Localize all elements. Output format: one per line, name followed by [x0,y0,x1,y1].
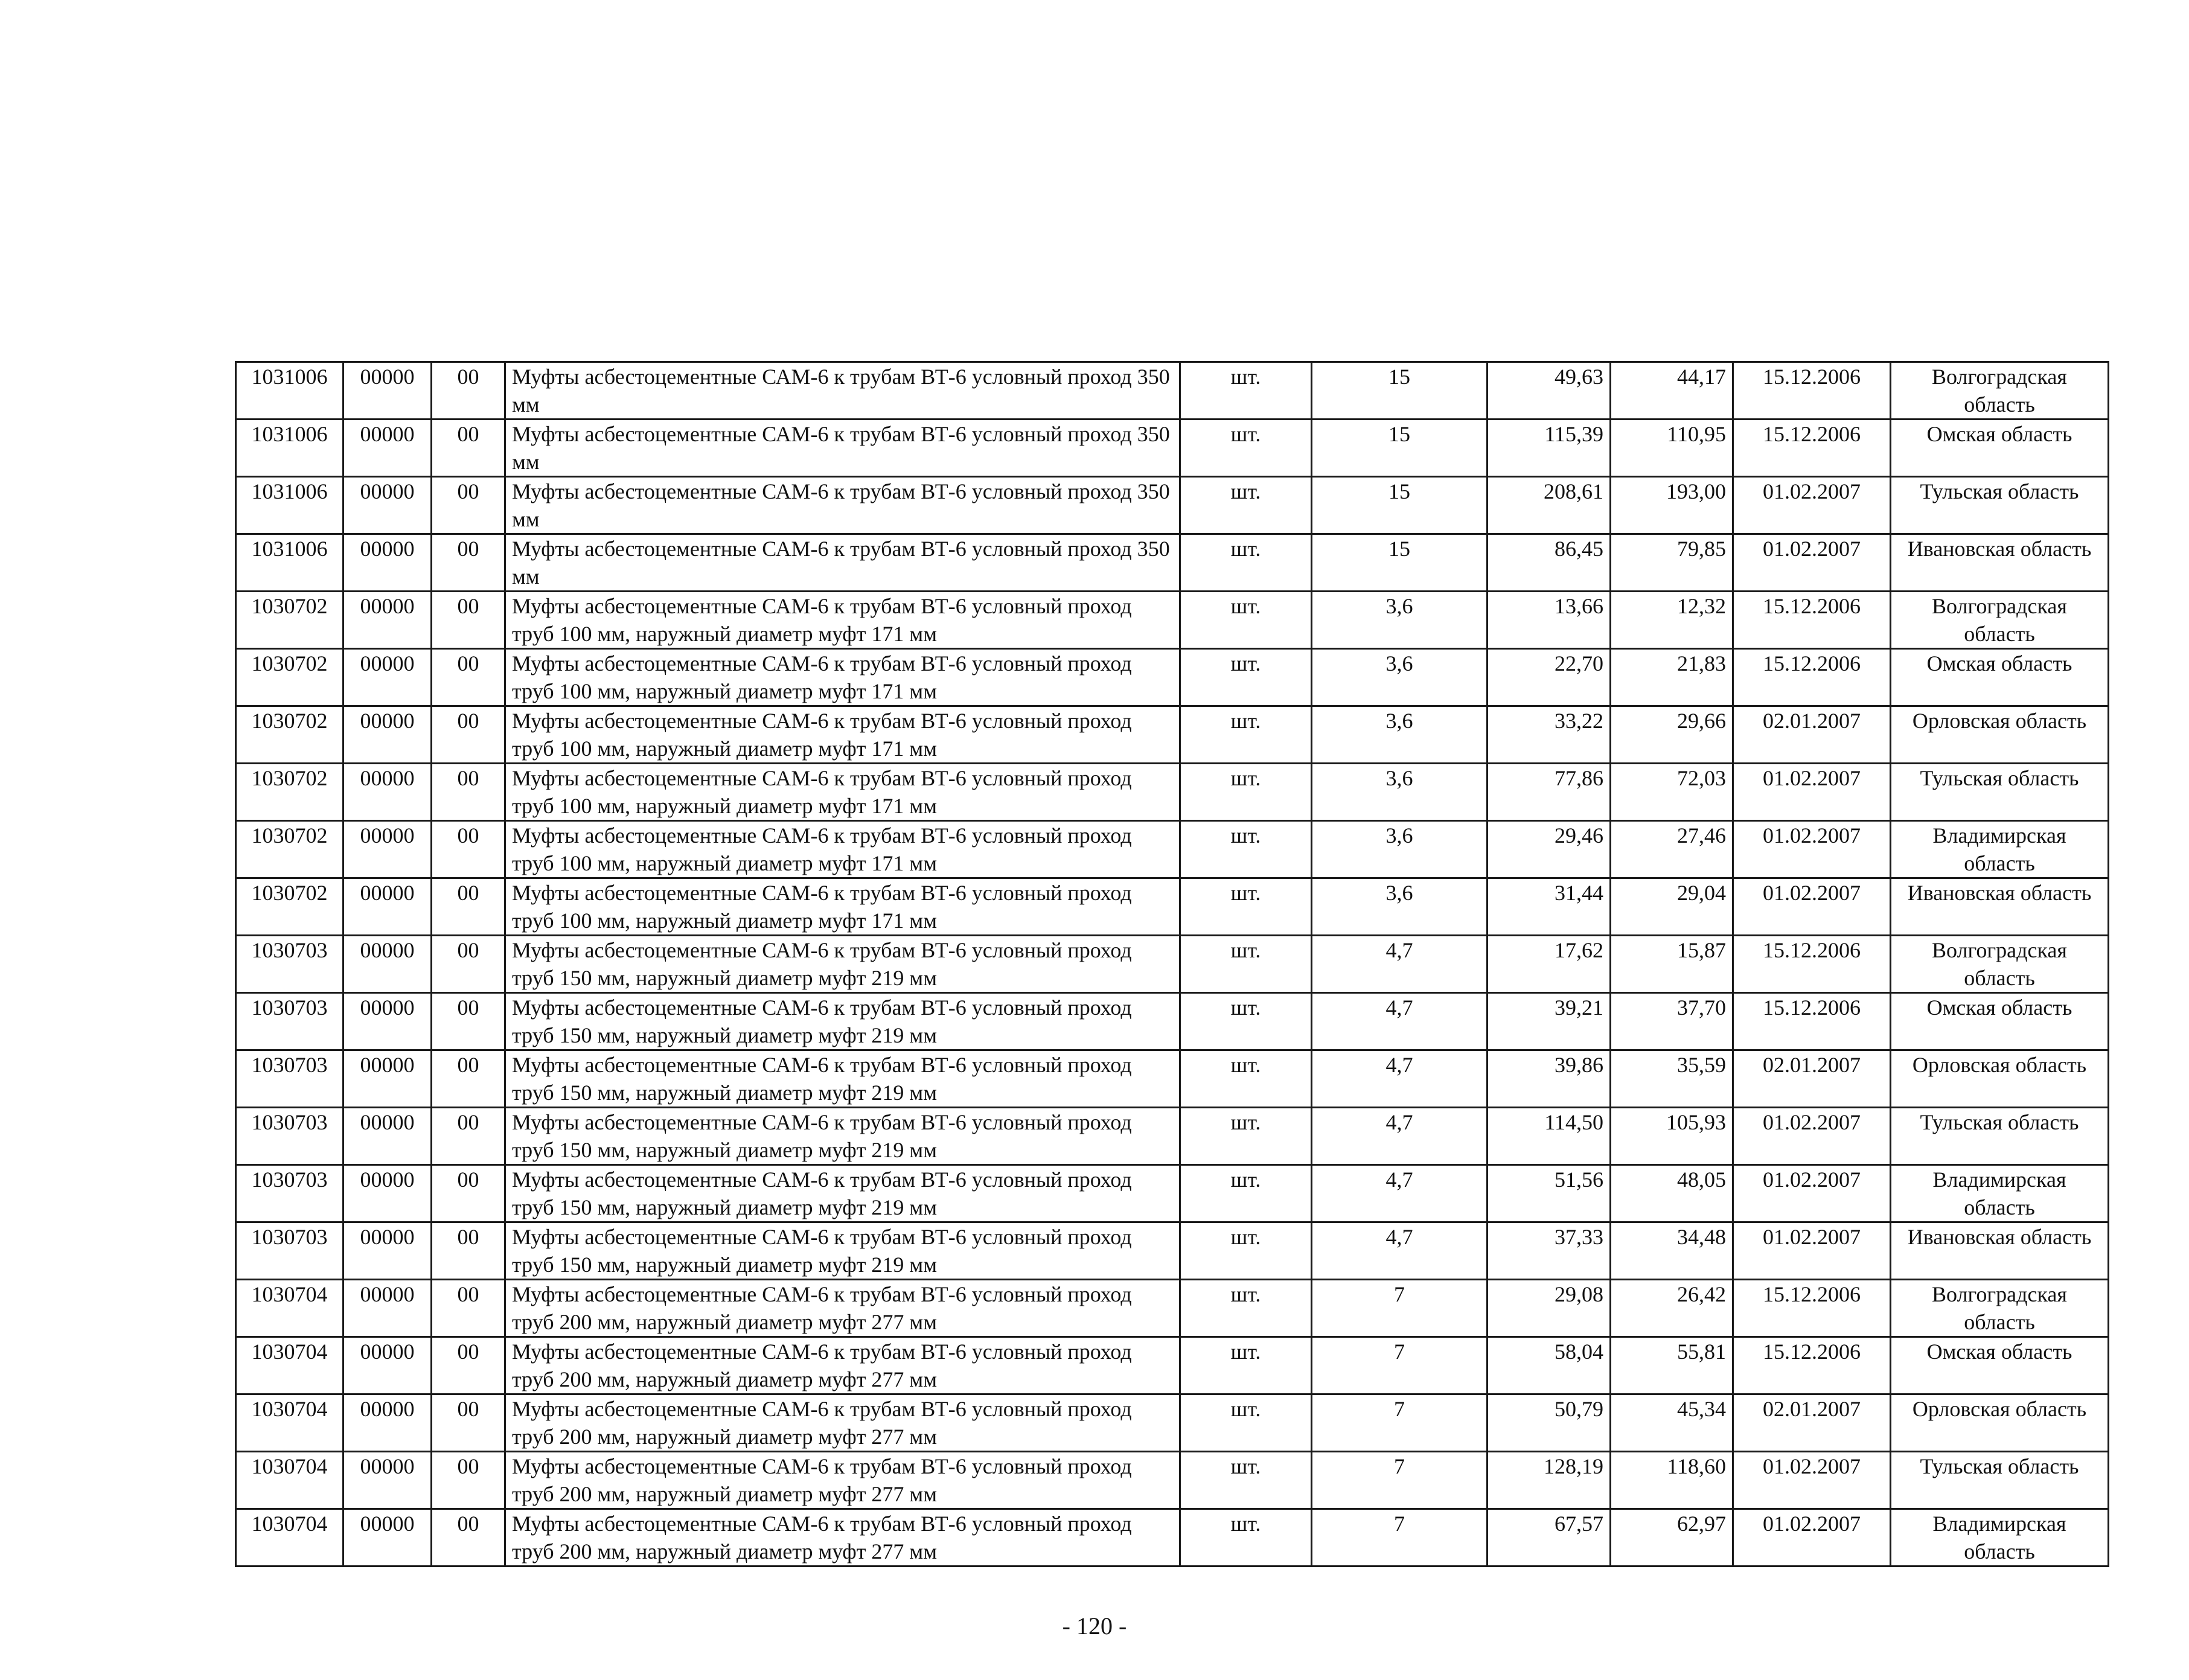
price-without-vat-cell: 79,85 [1611,534,1733,592]
variant-code-cell: 00 [432,1108,505,1165]
quantity-coefficient-cell: 7 [1312,1509,1488,1567]
unit-of-measure-cell: шт. [1180,1108,1312,1165]
material-code-cell: 1031006 [236,420,344,477]
price-without-vat-cell: 15,87 [1611,936,1733,993]
variant-code-cell: 00 [432,1452,505,1509]
material-description-cell: Муфты асбестоцементные САМ-6 к трубам ВТ-6 условный проход труб 100 мм, наружный диаметр муфт 171 мм [505,706,1180,764]
table-row [236,1337,2109,1394]
quantity-coefficient-cell: 3,6 [1312,649,1488,706]
material-description-cell: Муфты асбестоцементные САМ-6 к трубам ВТ-6 условный проход труб 200 мм, наружный диаметр муфт 277 мм [505,1509,1180,1567]
material-description-cell: Муфты асбестоцементные САМ-6 к трубам ВТ-6 условный проход труб 200 мм, наружный диаметр муфт 277 мм [505,1394,1180,1452]
sub-code-cell: 00000 [344,477,432,534]
material-description-cell: Муфты асбестоцементные САМ-6 к трубам ВТ-6 условный проход труб 200 мм, наружный диаметр муфт 277 мм [505,1337,1180,1394]
price-without-vat-cell: 193,00 [1611,477,1733,534]
variant-code-cell: 00 [432,592,505,649]
material-description-cell: Муфты асбестоцементные САМ-6 к трубам ВТ-6 условный проход труб 150 мм, наружный диаметр муфт 219 мм [505,1222,1180,1280]
table-row [236,477,2109,534]
material-code-cell: 1031006 [236,477,344,534]
material-code-cell: 1030703 [236,1108,344,1165]
region-name-cell: Ивановская область [1891,1222,2109,1280]
variant-code-cell: 00 [432,706,505,764]
variant-code-cell: 00 [432,1394,505,1452]
material-code-cell: 1030704 [236,1394,344,1452]
quantity-coefficient-cell: 7 [1312,1452,1488,1509]
material-code-cell: 1030703 [236,1050,344,1108]
quantity-coefficient-cell: 4,7 [1312,1165,1488,1222]
table-row [236,1222,2109,1280]
price-date-cell: 02.01.2007 [1733,1050,1891,1108]
unit-of-measure-cell: шт. [1180,534,1312,592]
price-without-vat-cell: 29,04 [1611,878,1733,936]
variant-code-cell: 00 [432,1165,505,1222]
sub-code-cell: 00000 [344,649,432,706]
unit-of-measure-cell: шт. [1180,477,1312,534]
price-date-cell: 01.02.2007 [1733,1165,1891,1222]
sub-code-cell: 00000 [344,821,432,878]
quantity-coefficient-cell: 15 [1312,420,1488,477]
quantity-coefficient-cell: 3,6 [1312,764,1488,821]
unit-of-measure-cell: шт. [1180,764,1312,821]
price-without-vat-cell: 29,66 [1611,706,1733,764]
price-date-cell: 15.12.2006 [1733,1337,1891,1394]
region-name-cell: Орловская область [1891,1394,2109,1452]
price-with-vat-cell: 208,61 [1488,477,1611,534]
unit-of-measure-cell: шт. [1180,1452,1312,1509]
variant-code-cell: 00 [432,993,505,1050]
region-name-cell: Орловская область [1891,706,2109,764]
price-date-cell: 02.01.2007 [1733,706,1891,764]
material-code-cell: 1030703 [236,936,344,993]
sub-code-cell: 00000 [344,1509,432,1567]
sub-code-cell: 00000 [344,1452,432,1509]
sub-code-cell: 00000 [344,362,432,420]
material-description-cell: Муфты асбестоцементные САМ-6 к трубам ВТ-6 условный проход 350 мм [505,420,1180,477]
sub-code-cell: 00000 [344,706,432,764]
variant-code-cell: 00 [432,1509,505,1567]
quantity-coefficient-cell: 7 [1312,1280,1488,1337]
unit-of-measure-cell: шт. [1180,936,1312,993]
material-code-cell: 1030703 [236,1165,344,1222]
price-date-cell: 01.02.2007 [1733,764,1891,821]
material-code-cell: 1030703 [236,1222,344,1280]
material-code-cell: 1031006 [236,362,344,420]
region-name-cell: Тульская область [1891,1108,2109,1165]
quantity-coefficient-cell: 3,6 [1312,821,1488,878]
price-date-cell: 01.02.2007 [1733,1108,1891,1165]
variant-code-cell: 00 [432,1337,505,1394]
price-date-cell: 15.12.2006 [1733,1280,1891,1337]
quantity-coefficient-cell: 3,6 [1312,592,1488,649]
unit-of-measure-cell: шт. [1180,592,1312,649]
material-description-cell: Муфты асбестоцементные САМ-6 к трубам ВТ-6 условный проход труб 150 мм, наружный диаметр муфт 219 мм [505,1165,1180,1222]
unit-of-measure-cell: шт. [1180,878,1312,936]
material-code-cell: 1030702 [236,649,344,706]
unit-of-measure-cell: шт. [1180,821,1312,878]
material-code-cell: 1031006 [236,534,344,592]
price-with-vat-cell: 50,79 [1488,1394,1611,1452]
price-with-vat-cell: 128,19 [1488,1452,1611,1509]
price-without-vat-cell: 62,97 [1611,1509,1733,1567]
quantity-coefficient-cell: 15 [1312,534,1488,592]
sub-code-cell: 00000 [344,1108,432,1165]
region-name-cell: Владимирская область [1891,1165,2109,1222]
table-row [236,1165,2109,1222]
sub-code-cell: 00000 [344,936,432,993]
sub-code-cell: 00000 [344,1280,432,1337]
table-row [236,1394,2109,1452]
unit-of-measure-cell: шт. [1180,706,1312,764]
region-name-cell: Тульская область [1891,764,2109,821]
variant-code-cell: 00 [432,420,505,477]
material-description-cell: Муфты асбестоцементные САМ-6 к трубам ВТ-6 условный проход труб 150 мм, наружный диаметр муфт 219 мм [505,1050,1180,1108]
material-description-cell: Муфты асбестоцементные САМ-6 к трубам ВТ-6 условный проход 350 мм [505,362,1180,420]
material-code-cell: 1030702 [236,878,344,936]
material-description-cell: Муфты асбестоцементные САМ-6 к трубам ВТ-6 условный проход труб 100 мм, наружный диаметр муфт 171 мм [505,878,1180,936]
material-code-cell: 1030702 [236,764,344,821]
quantity-coefficient-cell: 3,6 [1312,878,1488,936]
material-description-cell: Муфты асбестоцементные САМ-6 к трубам ВТ-6 условный проход труб 100 мм, наружный диаметр муфт 171 мм [505,592,1180,649]
price-without-vat-cell: 34,48 [1611,1222,1733,1280]
table-row [236,764,2109,821]
region-name-cell: Омская область [1891,993,2109,1050]
material-code-cell: 1030702 [236,706,344,764]
variant-code-cell: 00 [432,534,505,592]
material-description-cell: Муфты асбестоцементные САМ-6 к трубам ВТ-6 условный проход труб 100 мм, наружный диаметр муфт 171 мм [505,821,1180,878]
quantity-coefficient-cell: 15 [1312,362,1488,420]
material-code-cell: 1030704 [236,1509,344,1567]
region-name-cell: Тульская область [1891,1452,2109,1509]
quantity-coefficient-cell: 15 [1312,477,1488,534]
price-with-vat-cell: 17,62 [1488,936,1611,993]
unit-of-measure-cell: шт. [1180,1280,1312,1337]
variant-code-cell: 00 [432,878,505,936]
material-description-cell: Муфты асбестоцементные САМ-6 к трубам ВТ-6 условный проход труб 150 мм, наружный диаметр муфт 219 мм [505,993,1180,1050]
price-with-vat-cell: 13,66 [1488,592,1611,649]
price-date-cell: 01.02.2007 [1733,1452,1891,1509]
unit-of-measure-cell: шт. [1180,1165,1312,1222]
price-with-vat-cell: 31,44 [1488,878,1611,936]
sub-code-cell: 00000 [344,1050,432,1108]
table-row [236,420,2109,477]
price-with-vat-cell: 29,46 [1488,821,1611,878]
price-without-vat-cell: 44,17 [1611,362,1733,420]
material-description-cell: Муфты асбестоцементные САМ-6 к трубам ВТ-6 условный проход труб 150 мм, наружный диаметр муфт 219 мм [505,936,1180,993]
table-body [236,362,2109,1567]
table-row [236,1280,2109,1337]
unit-of-measure-cell: шт. [1180,362,1312,420]
price-with-vat-cell: 39,21 [1488,993,1611,1050]
table-row [236,1050,2109,1108]
table-row [236,1509,2109,1567]
price-without-vat-cell: 48,05 [1611,1165,1733,1222]
material-code-cell: 1030704 [236,1337,344,1394]
table-row [236,936,2109,993]
region-name-cell: Омская область [1891,420,2109,477]
price-date-cell: 15.12.2006 [1733,649,1891,706]
sub-code-cell: 00000 [344,764,432,821]
price-with-vat-cell: 58,04 [1488,1337,1611,1394]
price-date-cell: 01.02.2007 [1733,534,1891,592]
price-date-cell: 01.02.2007 [1733,477,1891,534]
quantity-coefficient-cell: 4,7 [1312,1108,1488,1165]
price-with-vat-cell: 77,86 [1488,764,1611,821]
material-description-cell: Муфты асбестоцементные САМ-6 к трубам ВТ-6 условный проход 350 мм [505,534,1180,592]
unit-of-measure-cell: шт. [1180,1509,1312,1567]
material-code-cell: 1030703 [236,993,344,1050]
material-description-cell: Муфты асбестоцементные САМ-6 к трубам ВТ-6 условный проход труб 100 мм, наружный диаметр муфт 171 мм [505,764,1180,821]
region-name-cell: Волгоградская область [1891,936,2109,993]
quantity-coefficient-cell: 7 [1312,1337,1488,1394]
region-name-cell: Владимирская область [1891,1509,2109,1567]
region-name-cell: Омская область [1891,1337,2109,1394]
variant-code-cell: 00 [432,821,505,878]
quantity-coefficient-cell: 7 [1312,1394,1488,1452]
price-without-vat-cell: 55,81 [1611,1337,1733,1394]
price-table [235,361,2109,1567]
price-date-cell: 15.12.2006 [1733,362,1891,420]
price-date-cell: 15.12.2006 [1733,993,1891,1050]
unit-of-measure-cell: шт. [1180,1394,1312,1452]
price-with-vat-cell: 49,63 [1488,362,1611,420]
table-row [236,534,2109,592]
price-without-vat-cell: 35,59 [1611,1050,1733,1108]
material-description-cell: Муфты асбестоцементные САМ-6 к трубам ВТ-6 условный проход труб 150 мм, наружный диаметр муфт 219 мм [505,1108,1180,1165]
variant-code-cell: 00 [432,1050,505,1108]
material-description-cell: Муфты асбестоцементные САМ-6 к трубам ВТ-6 условный проход труб 100 мм, наружный диаметр муфт 171 мм [505,649,1180,706]
table-row [236,362,2109,420]
region-name-cell: Волгоградская область [1891,592,2109,649]
price-with-vat-cell: 29,08 [1488,1280,1611,1337]
price-with-vat-cell: 39,86 [1488,1050,1611,1108]
region-name-cell: Ивановская область [1891,878,2109,936]
price-without-vat-cell: 118,60 [1611,1452,1733,1509]
variant-code-cell: 00 [432,477,505,534]
price-without-vat-cell: 37,70 [1611,993,1733,1050]
price-without-vat-cell: 12,32 [1611,592,1733,649]
price-date-cell: 01.02.2007 [1733,1509,1891,1567]
price-date-cell: 01.02.2007 [1733,1222,1891,1280]
price-date-cell: 01.02.2007 [1733,821,1891,878]
table-row [236,993,2109,1050]
material-description-cell: Муфты асбестоцементные САМ-6 к трубам ВТ-6 условный проход труб 200 мм, наружный диаметр муфт 277 мм [505,1452,1180,1509]
price-without-vat-cell: 27,46 [1611,821,1733,878]
price-date-cell: 15.12.2006 [1733,592,1891,649]
price-date-cell: 01.02.2007 [1733,878,1891,936]
sub-code-cell: 00000 [344,1394,432,1452]
region-name-cell: Волгоградская область [1891,362,2109,420]
price-with-vat-cell: 115,39 [1488,420,1611,477]
sub-code-cell: 00000 [344,592,432,649]
table-row [236,821,2109,878]
variant-code-cell: 00 [432,362,505,420]
price-date-cell: 02.01.2007 [1733,1394,1891,1452]
price-date-cell: 15.12.2006 [1733,936,1891,993]
table-row [236,1108,2109,1165]
variant-code-cell: 00 [432,1280,505,1337]
sub-code-cell: 00000 [344,1165,432,1222]
price-without-vat-cell: 26,42 [1611,1280,1733,1337]
region-name-cell: Ивановская область [1891,534,2109,592]
variant-code-cell: 00 [432,1222,505,1280]
region-name-cell: Орловская область [1891,1050,2109,1108]
price-with-vat-cell: 86,45 [1488,534,1611,592]
sub-code-cell: 00000 [344,878,432,936]
table-row [236,592,2109,649]
page-number: - 120 - [1062,1612,1127,1640]
price-without-vat-cell: 105,93 [1611,1108,1733,1165]
region-name-cell: Омская область [1891,649,2109,706]
material-code-cell: 1030702 [236,592,344,649]
price-with-vat-cell: 37,33 [1488,1222,1611,1280]
unit-of-measure-cell: шт. [1180,420,1312,477]
price-with-vat-cell: 22,70 [1488,649,1611,706]
table-row [236,1452,2109,1509]
table-row [236,706,2109,764]
material-code-cell: 1030702 [236,821,344,878]
table-row [236,878,2109,936]
price-without-vat-cell: 45,34 [1611,1394,1733,1452]
material-code-cell: 1030704 [236,1280,344,1337]
region-name-cell: Владимирская область [1891,821,2109,878]
price-with-vat-cell: 33,22 [1488,706,1611,764]
quantity-coefficient-cell: 4,7 [1312,1222,1488,1280]
unit-of-measure-cell: шт. [1180,649,1312,706]
unit-of-measure-cell: шт. [1180,1337,1312,1394]
sub-code-cell: 00000 [344,534,432,592]
variant-code-cell: 00 [432,764,505,821]
sub-code-cell: 00000 [344,420,432,477]
table-row [236,649,2109,706]
material-description-cell: Муфты асбестоцементные САМ-6 к трубам ВТ-6 условный проход 350 мм [505,477,1180,534]
variant-code-cell: 00 [432,936,505,993]
region-name-cell: Волгоградская область [1891,1280,2109,1337]
price-date-cell: 15.12.2006 [1733,420,1891,477]
material-description-cell: Муфты асбестоцементные САМ-6 к трубам ВТ-6 условный проход труб 200 мм, наружный диаметр муфт 277 мм [505,1280,1180,1337]
price-without-vat-cell: 21,83 [1611,649,1733,706]
unit-of-measure-cell: шт. [1180,1222,1312,1280]
price-with-vat-cell: 51,56 [1488,1165,1611,1222]
material-code-cell: 1030704 [236,1452,344,1509]
price-with-vat-cell: 114,50 [1488,1108,1611,1165]
sub-code-cell: 00000 [344,993,432,1050]
variant-code-cell: 00 [432,649,505,706]
unit-of-measure-cell: шт. [1180,1050,1312,1108]
region-name-cell: Тульская область [1891,477,2109,534]
sub-code-cell: 00000 [344,1222,432,1280]
quantity-coefficient-cell: 4,7 [1312,993,1488,1050]
price-without-vat-cell: 72,03 [1611,764,1733,821]
quantity-coefficient-cell: 4,7 [1312,1050,1488,1108]
quantity-coefficient-cell: 3,6 [1312,706,1488,764]
price-with-vat-cell: 67,57 [1488,1509,1611,1567]
price-without-vat-cell: 110,95 [1611,420,1733,477]
quantity-coefficient-cell: 4,7 [1312,936,1488,993]
sub-code-cell: 00000 [344,1337,432,1394]
unit-of-measure-cell: шт. [1180,993,1312,1050]
